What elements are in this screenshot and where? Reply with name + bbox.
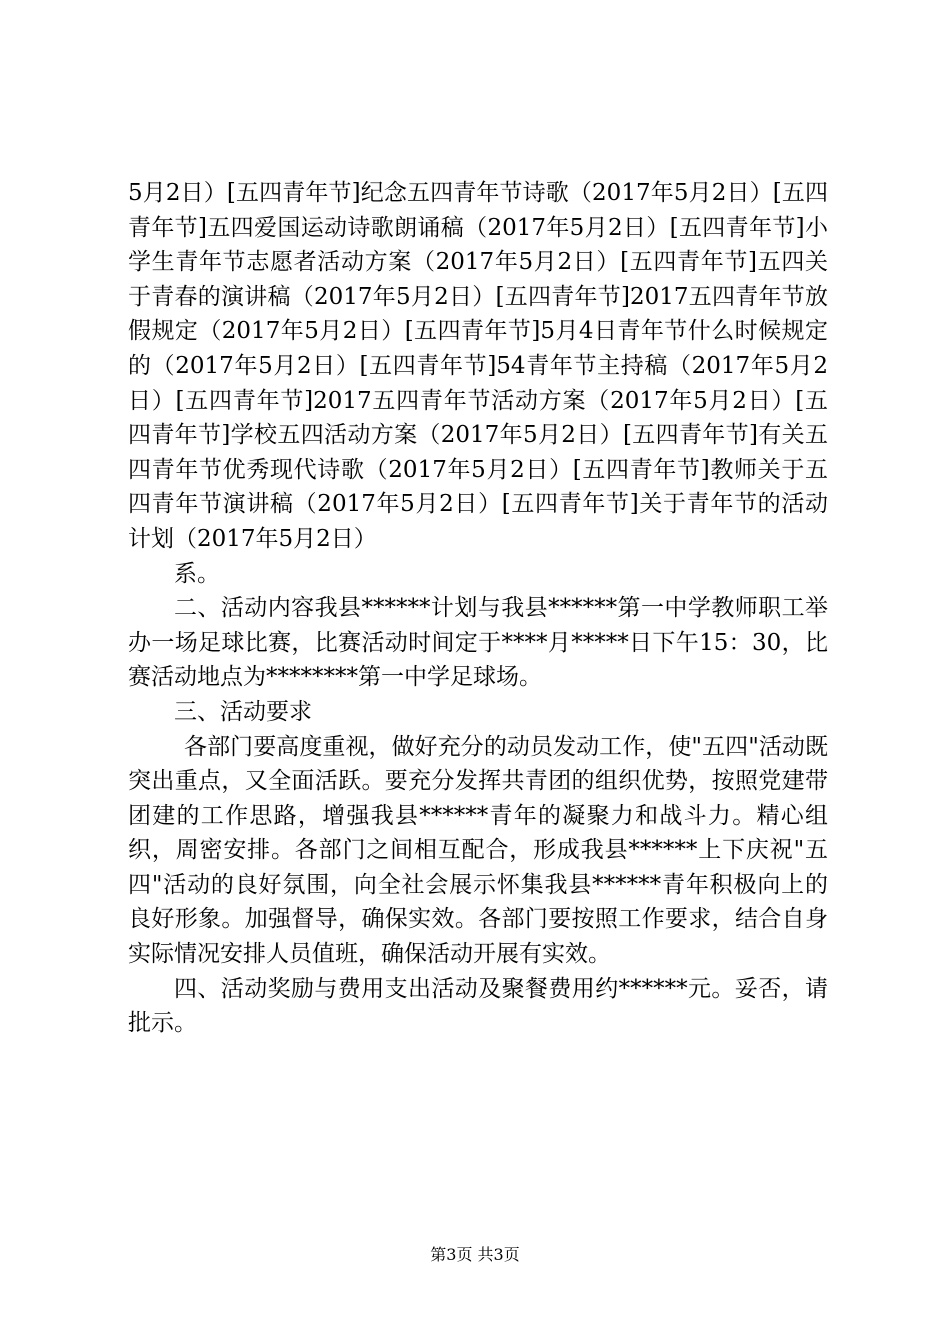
document-body (128, 176, 828, 1041)
rewards-expenses-paragraph: 四、活动奖励与费用支出活动及聚餐费用约******元。妥否，请批示。 (128, 975, 828, 1037)
activity-requirements-paragraph: 各部门要高度重视，做好充分的动员发动工作，使"五四"活动既突出重点，又全面活跃。要充分发挥共青团的组织优势，按照党建带团建的工作思路，增强我县******青年的凝聚力和战斗力。精心组织，周密安排。各部门之间相互配合，形成我县******上下庆祝"五四"活动的良好氛围，向全社会展示怀集我县******青年积极向上的良好形象。加强督导，确保实效。各部门要按照工作要求，结合自身实际情况安排人员值班，确保活动开展有实效。 (128, 733, 828, 968)
activity-requirements-heading: 三、活动要求 (174, 698, 312, 725)
activity-content-paragraph: 二、活动内容我县******计划与我县******第一中学教师职工举办一场足球比赛，比赛活动时间定于****月*****日下午15：30，比赛活动地点为********第一中学足球场。 (128, 595, 828, 691)
paragraph-fragment: 系。 (174, 560, 220, 587)
related-articles-paragraph: 5月2日）[五四青年节]纪念五四青年节诗歌（2017年5月2日）[五四青年节]五四爱国运动诗歌朗诵稿（2017年5月2日）[五四青年节]小学生青年节志愿者活动方案（2017年5月2日）[五四青年节]五四关于青春的演讲稿（2017年5月2日）[五四青年节]2017五四青年节放假规定（2017年5月2日）[五四青年节]5月4日青年节什么时候规定的（2017年5月2日）[五四青年节]54青年节主持稿（2017年5月2日）[五四青年节]2017五四青年节活动方案（2017年5月2日）[五四青年节]学校五四活动方案（2017年5月2日）[五四青年节]有关五四青年节优秀现代诗歌（2017年5月2日）[五四青年节]教师关于五四青年节演讲稿（2017年5月2日）[五四青年节]关于青年节的活动计划（2017年5月2日） (128, 180, 828, 552)
page-footer: 第3页 共3页 (430, 1245, 520, 1264)
